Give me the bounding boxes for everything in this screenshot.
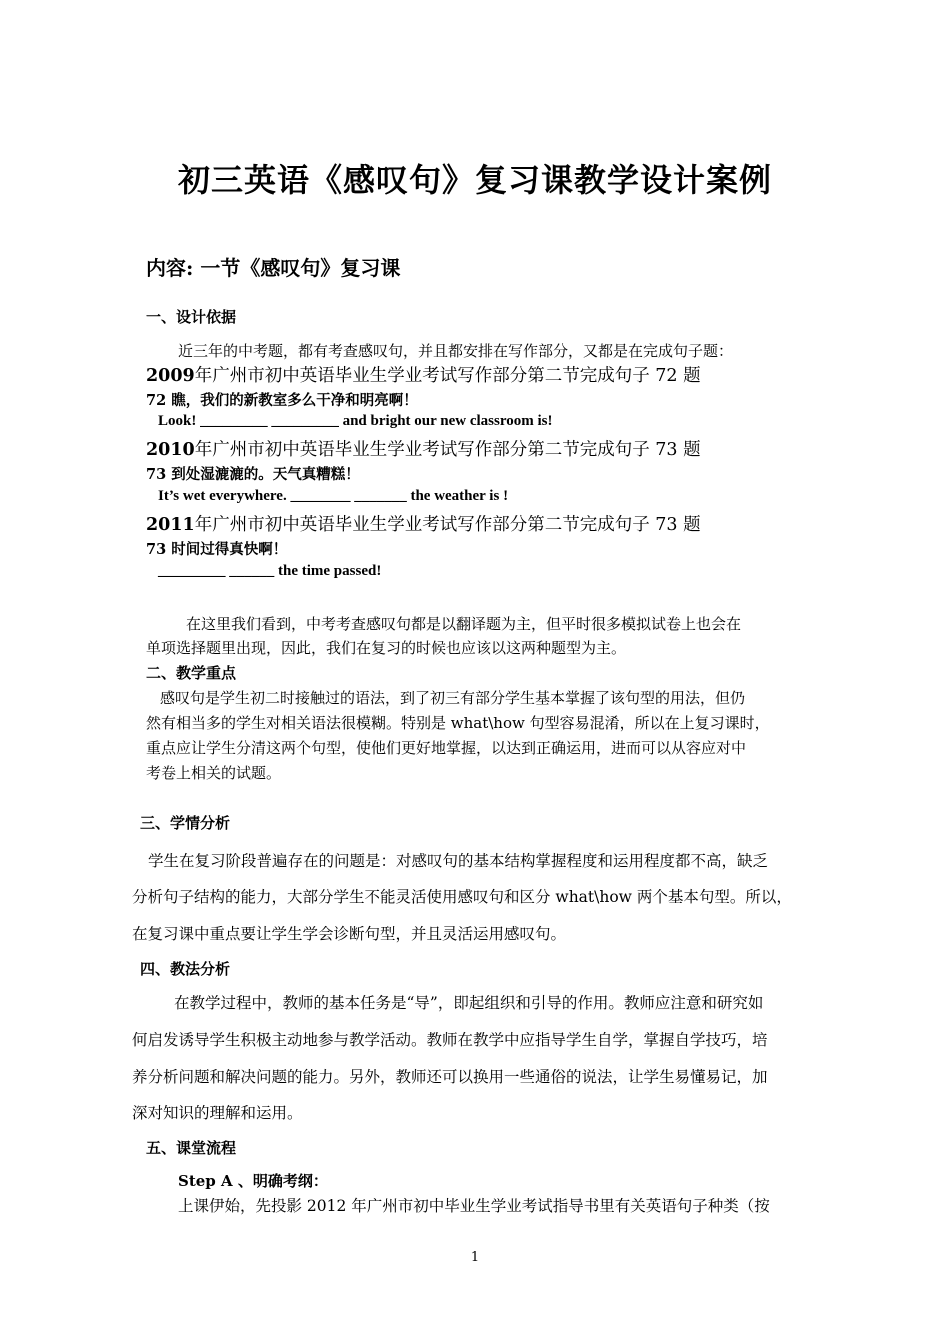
section4-line: 在教学过程中，教师的基本任务是“导”，即起组织和引导的作用。教师应注意和研究如 [174,994,764,1012]
section-heading-class-process: 五、课堂流程 [146,1139,237,1157]
section4-line: 深对知识的理解和运用。 [132,1104,303,1122]
section3-line: 在复习课中重点要让学生学会诊断句型，并且灵活运用感叹句。 [132,925,567,943]
exam-question-en: Look! _________ _________ and bright our new classroom is! [158,413,553,429]
section-heading-student-analysis: 三、学情分析 [140,814,231,832]
exam-question-en: It’s wet everywhere. ________ _______ the weather is ! [158,488,509,504]
section2-line: 感叹句是学生初二时接触过的语法，到了初三有部分学生基本掌握了该句型的用法，但仍 [160,689,746,707]
section-heading-method-analysis: 四、教法分析 [140,960,231,978]
exam-item-2009-title [146,362,701,387]
section3-line: 分析句子结构的能力，大部分学生不能灵活使用感叹句和区分 what\how 两个基本句型。所以， [132,888,792,906]
section-heading-design-basis: 一、设计依据 [146,308,237,326]
exam-question-cn: 72 瞧，我们的新教室多么干净和明亮啊！ [146,392,418,409]
section1-paragraph-line: 在这里我们看到，中考考查感叹句都是以翻译题为主，但平时很多模拟试卷上也会在 [186,615,742,633]
section1-paragraph-line: 单项选择题里出现，因此，我们在复习的时候也应该以这两种题型为主。 [146,639,627,657]
exam-question-cn: 73 时间过得真快啊！ [146,541,288,558]
exam-desc: 年广州市初中英语毕业生学业考试写作部分第二节完成句子 73 题 [194,515,701,535]
exam-desc: 年广州市初中英语毕业生学业考试写作部分第二节完成句子 72 题 [194,366,701,386]
section4-line: 养分析问题和解决问题的能力。另外，教师还可以换用一些通俗的说法，让学生易懂易记，加 [132,1068,768,1086]
section3-line: 学生在复习阶段普遍存在的问题是：对感叹句的基本结构掌握程度和运用程度都不高，缺乏 [148,852,769,870]
step-a-label: Step A 、明确考纲： [178,1172,328,1190]
step-a-text: 上课伊始，先投影 2012 年广州市初中毕业生学业考试指导书里有关英语句子种类（按 [178,1197,770,1215]
exam-item-2010-title [146,436,701,461]
section2-line: 考卷上相关的试题。 [146,764,282,782]
document-title: 初三英语《感叹句》复习课教学设计案例 [177,161,772,199]
exam-year: 2009 [146,366,195,386]
exam-question-cn: 73 到处湿漉漉的。天气真糟糕！ [146,466,360,483]
exam-year: 2011 [146,515,195,535]
section4-line: 何启发诱导学生积极主动地参与教学活动。教师在教学中应指导学生自学，掌握自学技巧，培 [132,1031,768,1049]
exam-desc: 年广州市初中英语毕业生学业考试写作部分第二节完成句子 73 题 [194,440,701,460]
section-heading-teaching-focus: 二、教学重点 [146,664,237,682]
page-number: 1 [470,1250,480,1265]
section1-intro: 近三年的中考题，都有考查感叹句，并且都安排在写作部分，又都是在完成句子题： [178,342,734,360]
exam-year: 2010 [146,440,195,460]
section2-line: 重点应让学生分清这两个句型，使他们更好地掌握，以达到正确运用，进而可以从容应对中 [146,739,747,757]
section2-line: 然有相当多的学生对相关语法很模糊。特别是 what\how 句型容易混淆，所以在上复习课时， [146,714,770,732]
content-subtitle: 内容: 一节《感叹句》复习课 [146,256,401,280]
exam-question-en: _________ ______ the time passed! [158,563,382,579]
exam-item-2011-title [146,511,701,536]
